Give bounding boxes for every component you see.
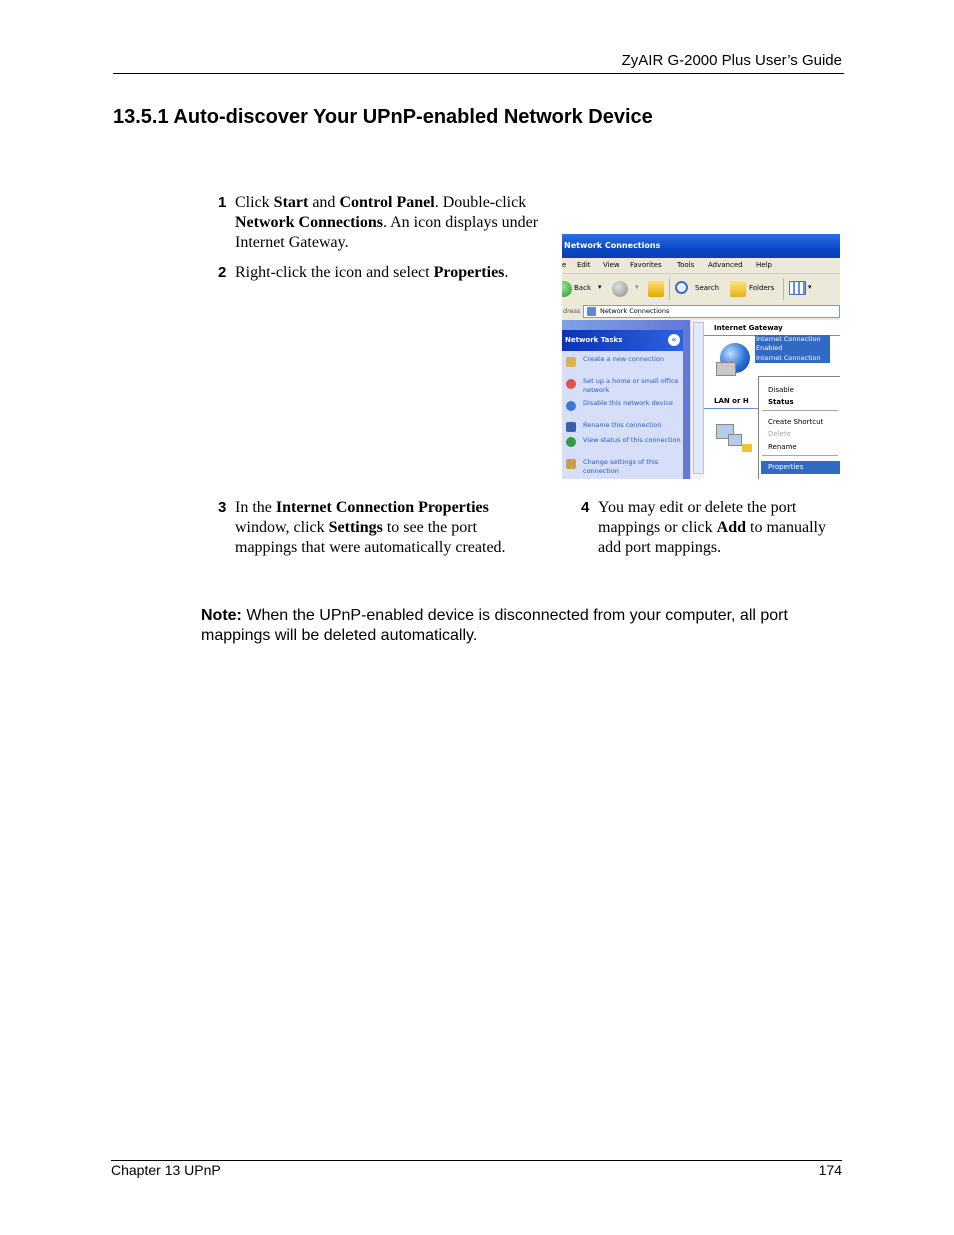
address-label: dress <box>563 307 581 315</box>
task-disable-device[interactable]: Disable this network device <box>583 399 673 407</box>
menu-item-view[interactable]: View <box>603 261 620 269</box>
menu-item-advanced[interactable]: Advanced <box>708 261 743 269</box>
text-run: and <box>308 194 340 211</box>
bold-term: Start <box>273 194 309 211</box>
running-header: ZyAIR G-2000 Plus User’s Guide <box>621 52 842 69</box>
task-rename-connection[interactable]: Rename this connection <box>583 421 662 429</box>
connection-type: Internet Connection <box>756 353 821 362</box>
network-plug-icon <box>742 444 752 452</box>
bold-term: Internet Connection Properties <box>275 499 489 516</box>
text-run: to see the port mappings that were automatically created. <box>235 519 506 556</box>
page-number: 174 <box>818 1162 842 1178</box>
toolbar-separator <box>669 278 670 300</box>
task-pane-scrollbar[interactable] <box>690 320 705 479</box>
forward-arrow-icon[interactable] <box>612 281 628 297</box>
text-run: window, click <box>235 519 329 536</box>
step-number: 1 <box>218 194 227 211</box>
note-text: When the UPnP-enabled device is disconnected from your computer, all port mappings will be deleted automatically. <box>201 607 788 644</box>
step-text <box>235 263 550 283</box>
menu-separator <box>762 410 838 411</box>
context-menu-rename[interactable]: Rename <box>768 443 797 451</box>
chevron-down-icon[interactable]: ▾ <box>635 283 639 291</box>
menu-item-favorites[interactable]: Favorites <box>630 261 662 269</box>
bold-term: Control Panel <box>339 194 435 211</box>
address-bar <box>562 304 840 320</box>
step-text <box>235 193 550 253</box>
context-menu-disable[interactable]: Disable <box>768 386 794 394</box>
search-icon[interactable] <box>675 281 688 294</box>
footer-rule <box>111 1160 842 1161</box>
step-2 <box>218 263 548 285</box>
back-arrow-icon[interactable] <box>562 281 572 297</box>
chevron-down-icon[interactable]: ▾ <box>598 283 602 291</box>
menu-separator <box>762 455 838 456</box>
footer-chapter: Chapter 13 UPnP <box>111 1162 221 1178</box>
lan-heading: LAN or H <box>714 397 749 405</box>
network-tasks-heading[interactable]: Network Tasks <box>562 330 683 351</box>
text-run: Click <box>235 194 274 211</box>
window-titlebar: Network Connections <box>562 234 840 258</box>
bold-term: Settings <box>328 519 383 536</box>
step-4 <box>581 498 841 560</box>
context-menu-delete: Delete <box>768 430 791 438</box>
bold-term: Properties <box>433 264 505 281</box>
step-number: 3 <box>218 499 227 516</box>
section-title: 13.5.1 Auto-discover Your UPnP-enabled Network Device <box>113 106 653 128</box>
note-paragraph <box>201 606 841 646</box>
menu-item-tools[interactable]: Tools <box>677 261 695 269</box>
menu-item-help[interactable]: Help <box>756 261 772 269</box>
chevron-down-icon[interactable]: ▾ <box>808 283 812 291</box>
text-run: You may edit or delete the port mappings or click <box>598 499 797 536</box>
home-network-icon <box>566 379 576 389</box>
task-pane <box>562 320 696 479</box>
text-run: . An icon displays under Internet Gateway. <box>235 214 539 251</box>
address-field[interactable] <box>583 305 840 318</box>
step-3 <box>218 498 558 560</box>
task-view-status[interactable]: View status of this connection <box>583 436 681 444</box>
task-change-settings[interactable]: Change settings of this connection <box>583 458 659 475</box>
disable-device-icon <box>566 401 576 411</box>
note-label: Note: <box>201 607 242 624</box>
new-connection-icon <box>566 357 576 367</box>
text-run: . Double-click <box>434 194 527 211</box>
context-menu-properties[interactable]: Properties <box>768 463 804 471</box>
menu-item-edit[interactable]: Edit <box>577 261 591 269</box>
step-1 <box>218 193 548 255</box>
lan-computer-icon <box>728 434 742 446</box>
folders-button[interactable]: Folders <box>749 284 775 292</box>
menu-bar <box>562 258 840 273</box>
collapse-chevron-icon[interactable]: « <box>668 334 680 346</box>
context-menu-create-shortcut[interactable]: Create Shortcut <box>768 418 824 426</box>
internet-gateway-heading: Internet Gateway <box>714 324 783 332</box>
text-run: to manually add port mappings. <box>598 519 826 556</box>
network-tasks-panel <box>562 330 683 479</box>
section-divider <box>704 408 758 409</box>
change-settings-icon <box>566 459 576 469</box>
view-status-icon <box>566 437 576 447</box>
connection-name: Internet Connection <box>756 335 821 343</box>
back-button[interactable]: Back <box>574 284 591 292</box>
header-rule <box>113 73 844 74</box>
search-button[interactable]: Search <box>695 284 720 292</box>
text-run: Right-click the icon and select <box>235 264 434 281</box>
task-home-network[interactable]: Set up a home or small office network <box>583 377 679 394</box>
bold-term: Network Connections <box>235 214 383 231</box>
bold-term: Add <box>716 519 746 536</box>
views-icon[interactable] <box>789 281 806 295</box>
connections-pane <box>704 320 840 479</box>
context-menu-status[interactable]: Status <box>768 398 794 406</box>
toolbar-separator <box>783 278 784 300</box>
network-folder-icon <box>587 307 596 316</box>
context-menu <box>758 376 840 479</box>
step-text <box>598 498 828 558</box>
text-run: . <box>504 264 509 281</box>
step-number: 2 <box>218 264 227 281</box>
rename-icon <box>566 422 576 432</box>
toolbar <box>562 273 840 305</box>
connection-status: Enabled <box>756 344 783 353</box>
address-value: Network Connections <box>600 307 670 315</box>
network-connections-screenshot <box>562 234 840 479</box>
step-text <box>235 498 535 558</box>
task-create-connection[interactable]: Create a new connection <box>583 355 665 363</box>
scrollbar-thumb[interactable] <box>693 322 704 474</box>
internet-connection-selected[interactable] <box>755 335 830 363</box>
folders-icon[interactable] <box>730 281 746 297</box>
up-folder-icon[interactable] <box>648 281 664 297</box>
menu-item-file[interactable]: e <box>562 261 567 269</box>
text-run: In the <box>235 499 276 516</box>
step-number: 4 <box>581 499 590 516</box>
computer-icon <box>716 362 736 376</box>
